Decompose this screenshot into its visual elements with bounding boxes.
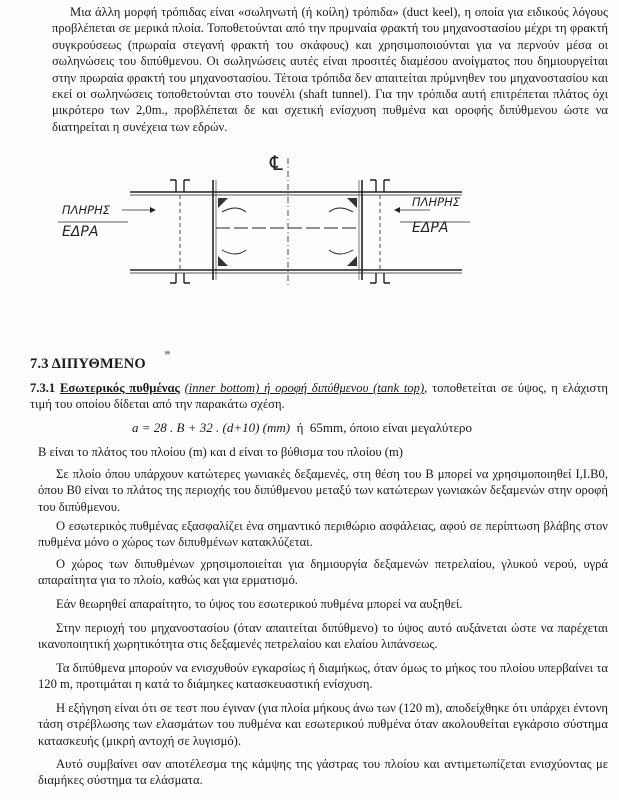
left-label-top: ΠΛΗΡΗΣ [62,203,111,217]
scan-mark: ≡ [164,348,171,357]
duct-keel-diagram [0,150,619,350]
paragraph-height-increase: Εάν θεωρηθεί απαραίτητο, το ύψος του εσωτερικού πυθμένα μπορεί να αυξηθεί. [56,597,463,611]
paragraph-framing: Τα διπύθμενα μπορούν να ενισχυθούν εγκαρσίως ή διαμήκως, όταν όμως το μήκος του πλοίου υπερβαίνει τα 120 m, προτιμάται η κατά το διάμηκες κατασκευαστική ενίσχυση. [38,661,608,692]
left-label-bottom: ΕΔΡΑ [62,224,99,240]
paragraph-tanks-use: Ο χώρος των διπυθμένων χρησιμοποιείται για δημιουργία δεξαμενών πετρελαίου, γλυκού νερού, υγρά απαραίτητα για το πλοίο, καθώς και για ερματισμό. [38,557,608,588]
subsection-title: Εσωτερικός πυθμένας [59,381,180,395]
subsection-title-en: (inner bottom) ή οροφή διπύθμενου (tank top) [184,381,425,395]
paragraph-engine-room: Στην περιοχή του μηχανοστασίου (όταν απαιτείται διπύθμενο) το ύψος αυτό αυξάνεται ώστε να παρέχεται ικανοποιητική χωρητικότητα στις δεξαμενές πετρελαίου και ελαίου λιπάνσεως. [38,621,608,652]
paragraph-duct-keel: Μια άλλη μορφή τρόπιδας είναι «σωληνωτή (ή κοίλη) τρόπιδα» (duct keel), η οποία για ειδικούς λόγους προβλέπεται σε μερικά πλοία. Τοποθετούνται από την πρυμναία φρακτή του μηχανοστασίου μέχρι τη φρακτή συγκρούσεως (πρωραία στεγανή φρακτή του σκάφους) και χρησιμοποιούνται για να περνούν μέσα οι σωληνώσεις του διπύθμενου. Οι σωληνώσεις αυτές είναι προσιτές διαμέσου ανοίγματος που δημιουργείται στην πρωραία φρακτή του μηχανοστασίου. Τέτοια τρόπιδα δεν απαιτείται πρύμνηθεν του μηχανοστασίου και εκεί οι σωληνώσεις τοποθετούνται στο τουνέλι (shaft tunnel). Για την τρόπιδα αυτή επιτρέπεται πλάτος όχι μικρότερο των 2,0m., προβλέπεται δε και σχετική ενίσχυση πυθμένα και οροφής διπύθμενου ώστε να διατηρείται η συνέχεια των εδρών. [52,5,608,134]
centerline-symbol: ℄ [270,151,283,175]
paragraph-variables: B είναι το πλάτος του πλοίου (m) και d είναι το βύθισμα του πλοίου (m) [38,445,403,459]
subsection-text: , τοποθετείται σε ύψος, η ελάχιστη τιμή του οποίου δίδεται από την παρακάτω σχέση. [30,381,608,412]
formula [132,420,472,436]
right-label-top: ΠΛΗΡΗΣ [412,195,461,209]
formula-connector: ή [296,420,304,435]
right-label-bottom: ΕΔΡΑ [412,220,449,236]
formula-expression: a = 28 . B + 32 . (d+10) (mm) [132,420,291,435]
paragraph-wing-tanks: Σε πλοίο όπου υπάρχουν κατώτερες γωνιακές δεξαμενές, στη θέση του B μπορεί να χρησιμοποιηθεί Ι,Ι.Β0, όπου Β0 είναι το πλάτος της περιοχής του διπύθμενου μεταξύ των κατώτερων γωνιακών δεξαμενών στην οροφή του διπύθμενου. [38,467,608,514]
formula-alternative: 65mm, όποιο είναι μεγαλύτερο [309,420,473,435]
paragraph-hull-bending: Αυτό συμβαίνει σαν αποτέλεσμα της κάμψης της γάστρας του πλοίου και αντιμετωπίζεται ενισχύοντας με διαμήκες σύστημα τα ελάσματα. [38,757,608,788]
paragraph-tests: Η εξήγηση είναι ότι σε τεστ που έγιναν (για πλοία μήκους άνω των (120 m), αποδείχθηκε ότι υπάρχει έντονη τάση στρέβλωσης των ελασμάτων του πυθμένα και εσωτερικού πυθμένα όταν ακολουθείται εγκάρσιο σύστημα κατασκευής (μικρή αντοχή σε λυγισμό). [38,701,608,748]
paragraph-safety: Ο εσωτερικός πυθμένας εξασφαλίζει ένα σημαντικό περιθώριο ασφάλειας, αφού σε περίπτωση βλάβης στον πυθμένα μόνο ο χώρος των διπυθμένων κατακλύζεται. [38,519,608,550]
subsection-number: 7.3.1 [30,381,56,395]
subsection-intro [30,380,608,413]
section-heading: 7.3 ΔΙΠΥΘΜΕΝΟ [30,356,146,372]
